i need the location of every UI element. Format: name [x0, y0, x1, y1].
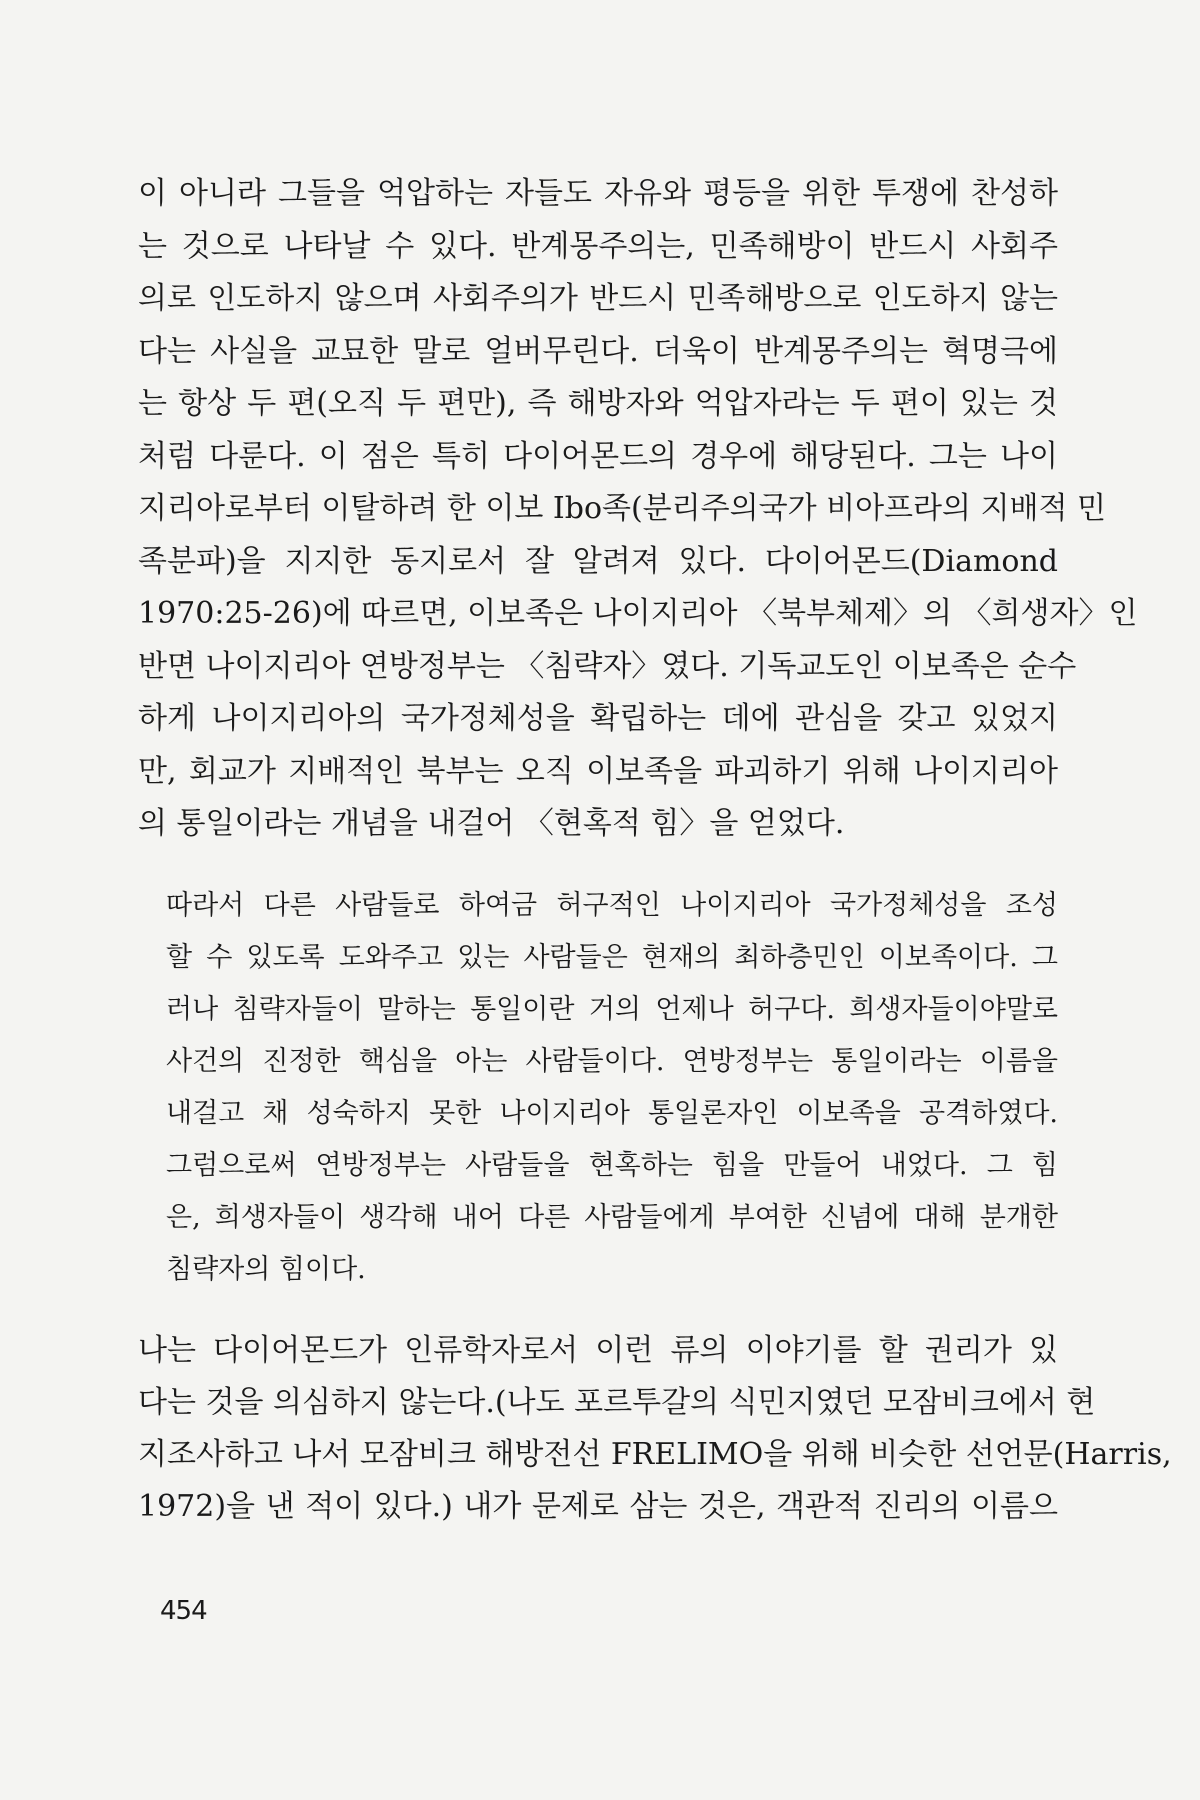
text-line: 1972)을 낸 적이 있다.) 내가 문제로 삼는 것은, 객관적 진리의 이름으: [138, 1489, 1058, 1524]
text-line: 족분파)을 지지한 동지로서 잘 알려져 있다. 다이어몬드(Diamond: [138, 543, 1058, 579]
quote-line: 내걸고 채 성숙하지 못한 나이지리아 통일론자인 이보족을 공격하였다.: [166, 1098, 1058, 1129]
text-line: 의 통일이라는 개념을 내걸어 〈현혹적 힘〉을 얻었다.: [138, 806, 845, 841]
text-line: 지리아로부터 이탈하려 한 이보 Ibo족(분리주의국가 비아프라의 지배적 민: [138, 491, 1106, 526]
text-line: 처럼 다룬다. 이 점은 특히 다이어몬드의 경우에 해당된다. 그는 나이: [138, 438, 1058, 474]
text-line: 만, 회교가 지배적인 북부는 오직 이보족을 파괴하기 위해 나이지리아: [138, 753, 1058, 789]
body-paragraph: [138, 168, 1138, 851]
body-paragraph: [138, 1325, 1172, 1533]
text-line: 다는 것을 의심하지 않는다.(나도 포르투갈의 식민지였던 모잠비크에서 현: [138, 1385, 1096, 1420]
quote-line: 할 수 있도록 도와주고 있는 사람들은 현재의 최하층민인 이보족이다. 그: [166, 942, 1058, 973]
quote-line: 침략자의 힘이다.: [166, 1254, 366, 1285]
block-quote: [166, 880, 1058, 1296]
quote-line: 은, 희생자들이 생각해 내어 다른 사람들에게 부여한 신념에 대해 분개한: [166, 1202, 1058, 1233]
text-line: 이 아니라 그들을 억압하는 자들도 자유와 평등을 위한 투쟁에 찬성하: [138, 176, 1058, 211]
quote-line: 따라서 다른 사람들로 하여금 허구적인 나이지리아 국가정체성을 조성: [166, 890, 1058, 921]
text-line: 지조사하고 나서 모잠비크 해방전선 FRELIMO을 위해 비슷한 선언문(Harris,: [138, 1437, 1172, 1472]
quote-line: 러나 침략자들이 말하는 통일이란 거의 언제나 허구다. 희생자들이야말로: [166, 994, 1058, 1025]
quote-line: 사건의 진정한 핵심을 아는 사람들이다. 연방정부는 통일이라는 이름을: [166, 1046, 1058, 1077]
text-line: 는 항상 두 편(오직 두 편만), 즉 해방자와 억압자라는 두 편이 있는 것: [138, 386, 1058, 421]
text-line: 의로 인도하지 않으며 사회주의가 반드시 민족해방으로 인도하지 않는: [138, 281, 1059, 316]
quote-line: 그럼으로써 연방정부는 사람들을 현혹하는 힘을 만들어 내었다. 그 힘: [166, 1150, 1058, 1181]
text-line: 나는 다이어몬드가 인류학자로서 이런 류의 이야기를 할 권리가 있: [138, 1333, 1058, 1368]
text-line: 반면 나이지리아 연방정부는 〈침략자〉였다. 기독교도인 이보족은 순수: [138, 648, 1077, 684]
text-line: 다는 사실을 교묘한 말로 얼버무린다. 더욱이 반계몽주의는 혁명극에: [138, 333, 1058, 369]
text-line: 하게 나이지리아의 국가정체성을 확립하는 데에 관심을 갖고 있었지: [138, 701, 1058, 736]
page-number: 454: [160, 1596, 207, 1626]
text-line: 1970:25-26)에 따르면, 이보족은 나이지리아 〈북부체제〉의 〈희생자〉인: [138, 596, 1138, 631]
text-line: 는 것으로 나타날 수 있다. 반계몽주의는, 민족해방이 반드시 사회주: [138, 228, 1058, 264]
